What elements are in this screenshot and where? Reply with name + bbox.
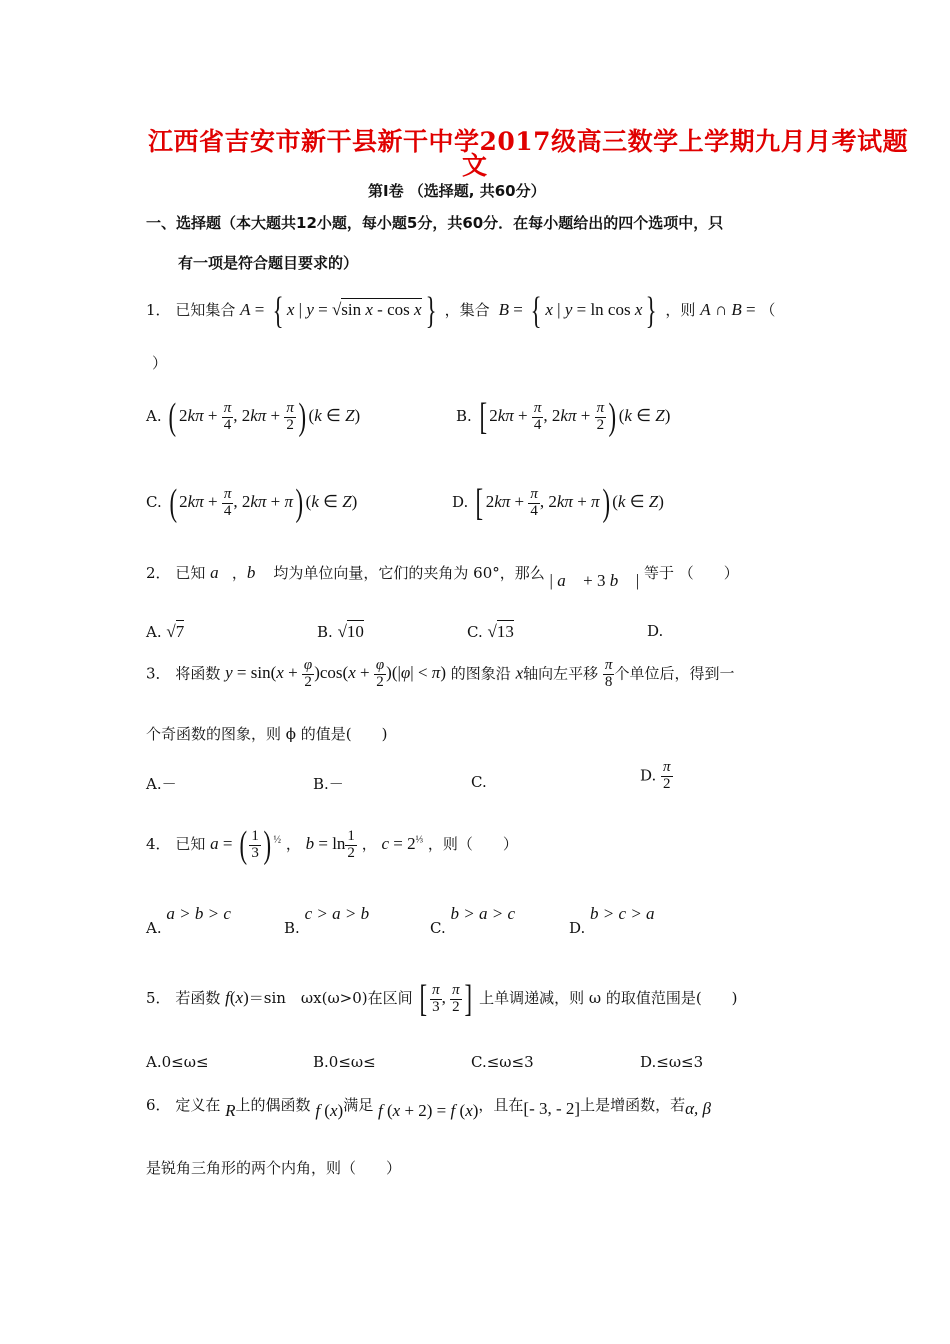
option-b[interactable]: B.0≤ω≤ (313, 1053, 376, 1071)
angle-symbols: α, β (685, 1099, 711, 1118)
question-text: ，则 (665, 300, 696, 319)
option-c[interactable]: C.≤ω≤3 (471, 1053, 534, 1071)
option-label: C. (146, 492, 162, 511)
question-text: ， (361, 834, 377, 853)
question-text: 定义在 (175, 1096, 221, 1114)
question-text: 等于 (643, 564, 674, 582)
question-number: 5． (146, 988, 171, 1007)
option-a[interactable] (146, 904, 231, 937)
option-label: C. (467, 623, 483, 641)
answer-paren-close: ） (152, 354, 168, 372)
interval-expression: [ $\frac{\pi}{3}$ , $\frac{\pi}{2}$ ] (419, 978, 472, 1020)
c-definition: $c = 2^{\frac{1}{3}}$ (381, 833, 424, 853)
question-text: 均为单位向量，它们的夹角为 60°，那么 (273, 564, 545, 582)
vector-sum-magnitude: | a⃗ + 3 b⃗ | (549, 571, 640, 590)
option-c-value: b > a > c (450, 904, 515, 923)
option-d[interactable] (640, 760, 673, 793)
sqrt-icon: √ (337, 622, 347, 641)
question-number: 2． (146, 564, 171, 582)
option-a[interactable]: A.－ (146, 775, 177, 793)
option-a[interactable] (146, 620, 184, 642)
domain-symbol: R (225, 1101, 236, 1120)
a-definition: a = ( $\frac{1}{3}$ ) $^{\frac{1}{2}}$ (210, 824, 282, 866)
page-title: 江西省吉安市新干县新干中学2017级高三数学上学期九月月考试题 (148, 127, 909, 156)
option-label: B. (456, 406, 472, 425)
option-b[interactable] (284, 904, 370, 937)
question-text: 的图象沿 (450, 664, 511, 683)
option-a[interactable]: A.0≤ω≤ (146, 1053, 209, 1071)
answer-paren-open: （ (760, 300, 776, 319)
option-label: D. (640, 766, 657, 785)
sqrt-icon: √ (166, 622, 176, 641)
option-label: C. (430, 919, 446, 937)
option-b-value: c > a > b (304, 904, 370, 923)
question-number: 6． (146, 1096, 171, 1114)
question-text: 上的偶函数 (235, 1096, 311, 1114)
question-text: ，则（ ） (427, 834, 518, 853)
vector-b: b⃗ (246, 563, 269, 582)
question-text: ＝sin ωx(ω>0)在区间 (248, 988, 413, 1007)
set-b-expression: B = { x | y = ln cos x} (498, 290, 657, 332)
question-text: 上单调递减，则 ω 的取值范围是( ) (479, 988, 738, 1007)
option-d-value: b > c > a (590, 904, 655, 923)
question-text: ， (285, 834, 301, 853)
sqrt-icon: √ (487, 622, 497, 641)
question-4 (146, 826, 518, 864)
page-title-continued: 文 (462, 151, 488, 180)
shift-amount: $\frac{\pi}{8}$ (604, 657, 613, 690)
function-arg: (x) (229, 987, 249, 1007)
function-symbol: f (x) (315, 1101, 344, 1120)
function-name: f (225, 987, 230, 1007)
question-text: 上是增函数，若 (580, 1096, 686, 1114)
option-label: A. (146, 623, 162, 641)
option-c[interactable] (430, 904, 515, 937)
question-number: 3． (146, 664, 171, 683)
option-a-value: a > b > c (166, 904, 231, 923)
answer-paren: （ ） (678, 564, 739, 582)
option-d[interactable] (647, 622, 663, 640)
question-text: ，且在 (478, 1096, 524, 1114)
option-a[interactable] (146, 398, 360, 436)
option-b-value: 10 (346, 622, 364, 641)
question-text: 满足 (343, 1096, 374, 1114)
option-d-expression: [ 2kπ + $\frac{\pi}{4}$ , 2kπ + π) (k ∈ Z) (475, 482, 664, 524)
question-6 (146, 1094, 711, 1120)
option-c[interactable]: C. (471, 773, 487, 791)
option-d[interactable] (452, 484, 664, 522)
option-b[interactable] (456, 398, 670, 436)
question-number: 4． (146, 834, 171, 853)
option-b[interactable] (317, 620, 364, 642)
intersection-expression: A ∩ B = (700, 299, 756, 319)
option-label: D. (647, 622, 664, 640)
question-text: 已知 (175, 564, 206, 582)
option-c[interactable] (146, 484, 357, 522)
function-expression: y = sin(x + $\frac{\varphi}{2}$ )cos(x + $\frac{\varphi}{2}$ )(|φ| < π) (225, 657, 446, 690)
option-label: D. (569, 919, 586, 937)
question-number: 1． (146, 300, 171, 319)
option-b-expression: [ 2kπ + $\frac{\pi}{4}$ , 2kπ + $\frac{\pi}{2}$ ) (k ∈ Z) (479, 396, 671, 438)
option-b[interactable]: B.－ (313, 775, 344, 793)
question-3 (146, 658, 734, 691)
periodicity-expression: f (x + 2) = f (x) (377, 1101, 479, 1120)
question-6-continued: 是锐角三角形的两个内角，则（ ） (146, 1159, 402, 1177)
option-label: A. (146, 406, 162, 425)
question-2 (146, 562, 739, 590)
question-text: ，集合 (444, 300, 490, 319)
option-d[interactable] (569, 904, 655, 937)
question-3-continued: 个奇函数的图象，则 ϕ 的值是( ) (146, 725, 388, 743)
question-text: 已知集合 (175, 300, 236, 319)
option-d-expression: $\frac{\pi}{2}$ (663, 759, 671, 792)
option-c[interactable] (467, 620, 514, 642)
option-a-expression: ( 2kπ + $\frac{\pi}{4}$ , 2kπ + $\frac{\pi}{2}$ ) (k ∈ Z) (168, 396, 361, 438)
section-instructions-cont: 有一项是符合题目要求的） (178, 254, 359, 272)
question-text: 个单位后，得到一 (614, 664, 735, 683)
option-a-value: 7 (175, 622, 185, 641)
option-label: B. (284, 919, 300, 937)
option-c-value: 13 (496, 622, 514, 641)
question-text: ， (231, 564, 247, 582)
interval-expression: [- 3, - 2] (523, 1099, 581, 1118)
option-label: B. (317, 623, 333, 641)
question-text: 若函数 (175, 988, 221, 1007)
option-d[interactable]: D.≤ω≤3 (640, 1053, 704, 1071)
question-5 (146, 980, 738, 1018)
question-text: 轴向左平移 (523, 664, 599, 683)
option-label: D. (452, 492, 469, 511)
option-label: A. (146, 919, 162, 937)
section-instructions: 一、选择题（本大题共12小题，每小题5分，共60分．在每小题给出的四个选项中，只 (146, 214, 724, 232)
question-text: 将函数 (175, 664, 221, 683)
set-a-expression: A = { x | y = √sin x - cos x} (240, 290, 437, 332)
question-text: 已知 (175, 834, 206, 853)
question-1 (146, 292, 775, 330)
b-definition: b = ln $\frac{1}{2}$ (305, 827, 355, 861)
vector-a: a⃗ (210, 563, 232, 582)
option-c-expression: ( 2kπ + $\frac{\pi}{4}$ , 2kπ + π) (k ∈ Z) (169, 482, 358, 524)
axis-variable: x (515, 663, 524, 683)
part-heading: 第Ⅰ卷 （选择题, 共60分） (368, 182, 546, 200)
